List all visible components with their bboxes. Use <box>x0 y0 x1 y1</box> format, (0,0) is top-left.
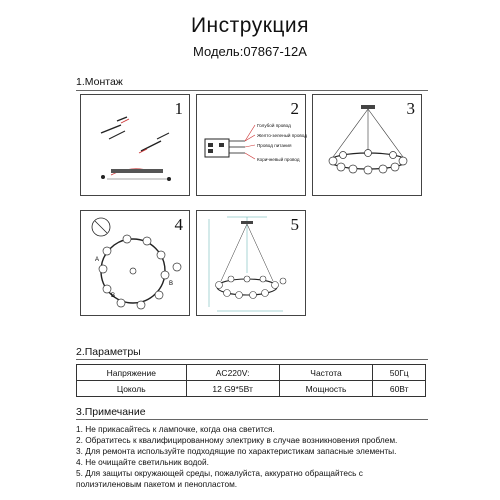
list-item: 3. Для ремонта используйте подходящие по характеристикам запасные элементы. <box>76 446 397 457</box>
step-number: 3 <box>406 99 415 118</box>
step-number: 4 <box>174 215 183 234</box>
section-divider <box>76 359 428 360</box>
table-cell: 50Гц <box>373 365 426 381</box>
svg-text:A: A <box>95 257 100 263</box>
section-divider <box>76 419 428 420</box>
notes-list <box>76 424 436 491</box>
step-panel-4 <box>80 210 190 316</box>
section-notes-heading: 3.Примечание <box>76 406 146 418</box>
wiring-diagram <box>197 95 307 197</box>
model-number: Модель:07867-12A <box>193 44 307 59</box>
step-panel-2 <box>196 94 306 196</box>
step-number: 1 <box>174 99 183 118</box>
step-panel-3 <box>312 94 422 196</box>
assembled-lamp-drawing <box>313 95 423 197</box>
table-row <box>77 381 426 397</box>
step-number: 2 <box>290 99 299 118</box>
list-item: 2. Обратитесь к квалифицированному электрику в случае возникновения проблем. <box>76 435 398 446</box>
section-mounting-heading: 1.Монтаж <box>76 76 123 88</box>
ceiling-mount-drawing <box>81 95 191 197</box>
dimension-drawing <box>197 211 307 317</box>
wire-label-ground: Желто-зеленый провод <box>257 133 307 138</box>
wire-label-blue: Голубой провод <box>257 123 291 128</box>
step-panel-1 <box>80 94 190 196</box>
table-cell: Частота <box>279 365 373 381</box>
table-cell: 60Вт <box>373 381 426 397</box>
bulb-install-drawing <box>81 211 191 317</box>
section-parameters-heading: 2.Параметры <box>76 346 141 358</box>
document-title: Инструкция <box>190 14 310 37</box>
section-divider <box>76 90 428 91</box>
svg-text:B: B <box>169 281 174 287</box>
list-item: полиэтиленовым пакетом и пенопластом. <box>76 479 238 490</box>
parameters-table <box>76 364 426 397</box>
list-item: 4. Не очищайте светильник водой. <box>76 457 209 468</box>
step-panel-5 <box>196 210 306 316</box>
list-item: 1. Не прикасайтесь к лампочке, когда она светится. <box>76 424 275 434</box>
step-number: 5 <box>290 215 299 234</box>
table-cell: 12 G9*5Вт <box>186 381 279 397</box>
table-cell: Напряжение <box>77 365 187 381</box>
table-cell: Цоколь <box>77 381 187 397</box>
table-cell: Мощность <box>279 381 373 397</box>
svg-text:B: B <box>111 293 116 299</box>
wire-label-power: Провод питания <box>257 143 292 148</box>
wire-label-brown: Коричневый провод <box>257 157 300 162</box>
list-item: 5. Для защиты окружающей среды, пожалуйста, аккуратно обращайтесь с <box>76 468 363 479</box>
table-cell: AC220V: <box>186 365 279 381</box>
table-row <box>77 365 426 381</box>
